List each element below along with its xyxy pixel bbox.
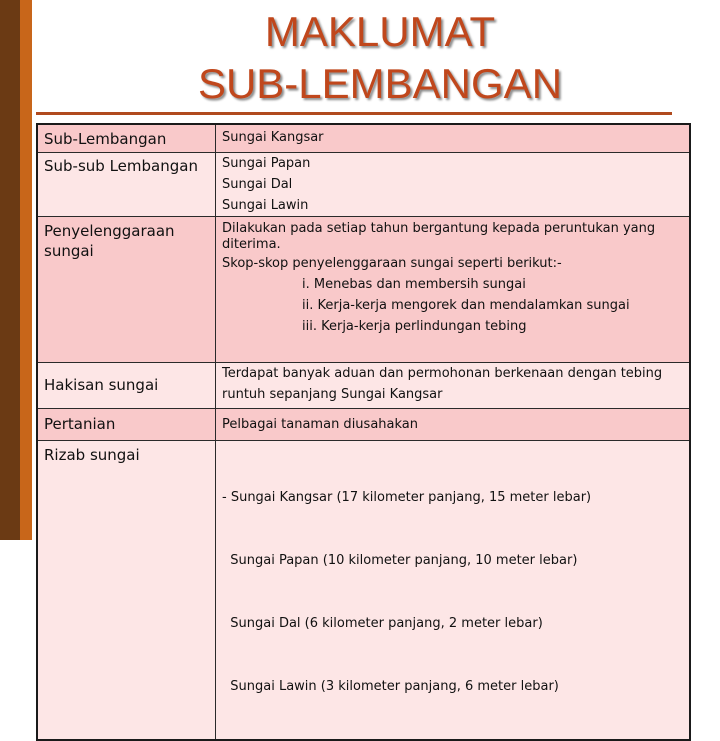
row-value	[216, 152, 691, 216]
table-row-sub-sub-lembangan	[37, 152, 690, 216]
row-value-line: Skop-skop penyelenggaraan sungai seperti berikut:-	[222, 255, 562, 271]
row-value-line: Pelbagai tanaman diusahakan	[222, 416, 418, 432]
title-underline	[36, 112, 672, 115]
row-value-line: Dilakukan pada setiap tahun bergantung kepada peruntukan yang diterima.	[222, 220, 656, 252]
row-value-line: Sungai Lawin	[222, 197, 309, 213]
page-title-line-1: MAKLUMAT	[264, 8, 496, 55]
left-accent-bar-orange	[20, 0, 32, 540]
page-title-line-2: SUB-LEMBANGAN	[197, 60, 563, 107]
row-value-line: Sungai Papan (10 kilometer panjang, 10 meter lebar)	[222, 552, 578, 568]
table-row-sub-lembangan	[37, 124, 690, 152]
row-value-line: Sungai Papan	[222, 155, 311, 171]
row-label: Pertanian	[37, 408, 216, 440]
row-value-line: ii. Kerja-kerja mengorek dan mendalamkan sungai	[302, 297, 630, 313]
row-value-line: Sungai Dal	[222, 176, 293, 192]
row-value-line: i. Menebas dan membersih sungai	[302, 276, 526, 292]
table-row-penyelenggaraan	[37, 216, 690, 362]
row-value	[216, 124, 691, 152]
row-value	[216, 408, 691, 440]
row-value-line: - Sungai Kangsar (17 kilometer panjang, 15 meter lebar)	[222, 489, 592, 505]
row-value-line: Sungai Kangsar	[222, 130, 324, 145]
row-value	[216, 440, 691, 740]
row-value	[216, 362, 691, 408]
row-value-line: Terdapat banyak aduan dan permohonan berkenaan dengan tebing runtuh sepanjang Sungai Kangsar	[222, 365, 663, 402]
info-table	[36, 123, 691, 741]
left-accent-bar-dark	[0, 0, 20, 540]
row-label: Penyelenggaraan sungai	[37, 216, 216, 362]
row-value-line: Sungai Dal (6 kilometer panjang, 2 meter lebar)	[222, 615, 543, 631]
row-label: Rizab sungai	[37, 440, 216, 740]
row-label: Hakisan sungai	[37, 362, 216, 408]
table-row-rizab	[37, 440, 690, 740]
table-row-hakisan	[37, 362, 690, 408]
row-label: Sub-Lembangan	[37, 124, 216, 152]
row-value	[216, 216, 691, 362]
row-label: Sub-sub Lembangan	[37, 152, 216, 216]
row-value-line: Sungai Lawin (3 kilometer panjang, 6 meter lebar)	[222, 678, 559, 694]
row-value-line: iii. Kerja-kerja perlindungan tebing	[302, 318, 527, 334]
table-row-pertanian	[37, 408, 690, 440]
